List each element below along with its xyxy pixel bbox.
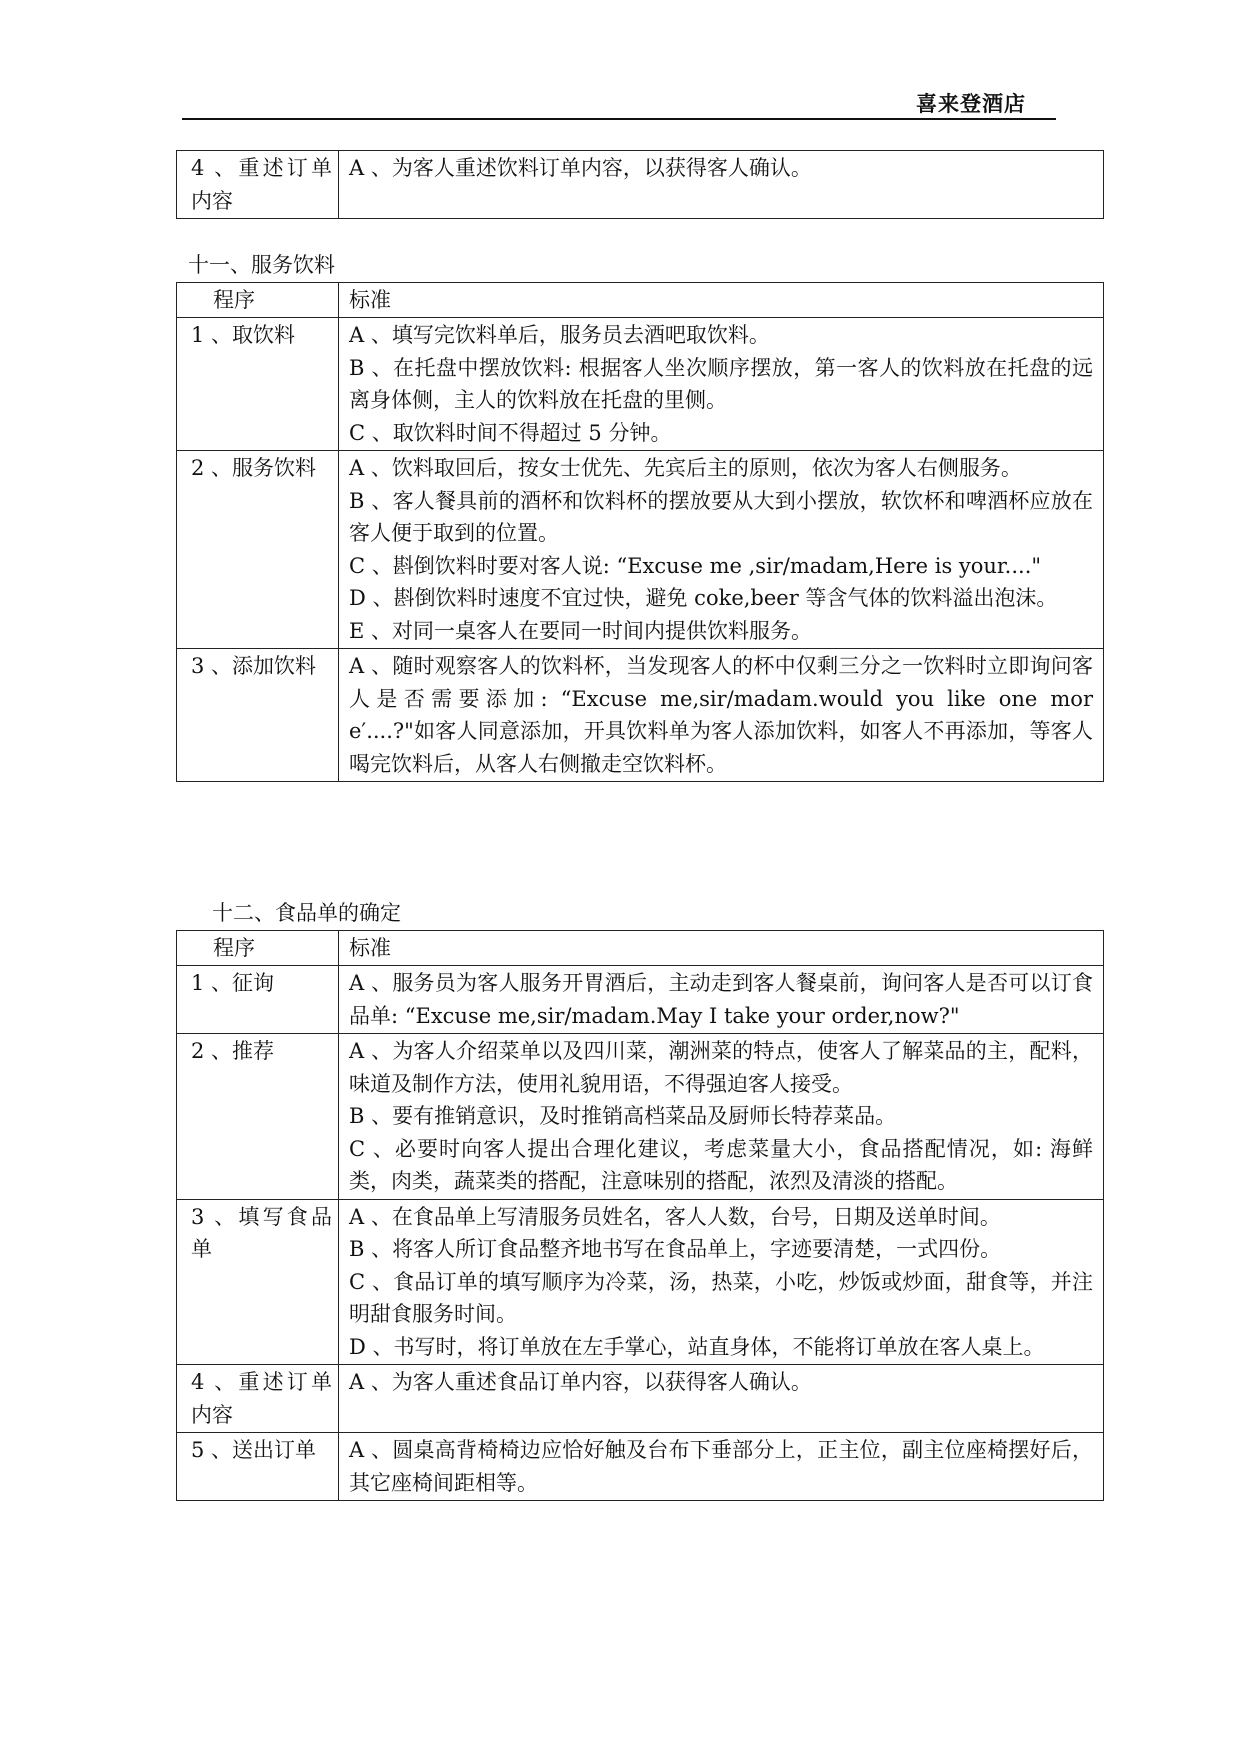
standard-line: A 、为客人重述食品订单内容，以获得客人确认。 (349, 1370, 812, 1394)
standard-cell (339, 1034, 1104, 1200)
standard-cell (339, 151, 1104, 219)
standard-line: B 、将客人所订食品整齐地书写在食品单上，字迹要清楚，一式四份。 (349, 1237, 1002, 1261)
table-row (177, 649, 1104, 782)
standard-line: C 、必要时向客人提出合理化建议，考虑菜量大小，食品搭配情况，如: 海鲜类，肉类，蔬菜类的搭配，注意味别的搭配，浓烈及清淡的搭配。 (349, 1136, 1093, 1193)
column-header-standard: 标准 (339, 931, 1104, 966)
table-row (177, 1365, 1104, 1433)
standard-cell (339, 1433, 1104, 1501)
table-section-12 (176, 930, 1104, 1501)
table-row (177, 966, 1104, 1034)
table-continuation (176, 150, 1104, 219)
standard-line: A 、圆桌高背椅椅边应恰好触及台布下垂部分上，正主位，副主位座椅摆好后，其它座椅间距相等。 (349, 1438, 1093, 1495)
standard-line: B 、在托盘中摆放饮料: 根据客人坐次顺序摆放，第一客人的饮料放在托盘的远离身体侧，主人的饮料放在托盘的里侧。 (349, 355, 1093, 412)
standard-line: A 、为客人介绍菜单以及四川菜，潮洲菜的特点，使客人了解菜品的主，配料，味道及制作方法，使用礼貌用语，不得强迫客人接受。 (349, 1039, 1093, 1096)
column-header-step: 程序 (177, 931, 339, 966)
table-row (177, 318, 1104, 451)
step-cell: 5 、送出订单 (177, 1433, 339, 1501)
standard-cell (339, 966, 1104, 1034)
table-row (177, 1433, 1104, 1501)
step-cell: 3 、添加饮料 (177, 649, 339, 782)
standard-line: E 、对同一桌客人在要同一时间内提供饮料服务。 (349, 618, 813, 643)
standard-line: B 、要有推销意识，及时推销高档菜品及厨师长特荐菜品。 (349, 1104, 897, 1128)
standard-line: A 、为客人重述饮料订单内容，以获得客人确认。 (349, 156, 812, 180)
step-cell: 1 、征询 (177, 966, 339, 1034)
standard-cell (339, 649, 1104, 782)
standard-line: A 、饮料取回后，按女士优先、先宾后主的原则，依次为客人右侧服务。 (349, 456, 1022, 480)
standard-line: A 、服务员为客人服务开胃酒后，主动走到客人餐桌前，询问客人是否可以订食品单: “Excuse me,sir/madam.May I take your order,now?" (349, 971, 1093, 1028)
section-title-11: 十一、服务饮料 (188, 253, 335, 277)
standard-cell (339, 451, 1104, 649)
page-header (182, 78, 1056, 120)
section-title-12: 十二、食品单的确定 (212, 901, 401, 925)
standard-line: D 、书写时，将订单放在左手掌心，站直身体，不能将订单放在客人桌上。 (349, 1334, 1045, 1359)
table-row (177, 1034, 1104, 1200)
standard-cell (339, 1365, 1104, 1433)
table-header-row (177, 931, 1104, 966)
standard-line: A 、随时观察客人的饮料杯，当发现客人的杯中仅剩三分之一饮料时立即询问客人是否需要添加: “Excuse me,sir/madam.would you like one more′....?"如客人同意添加，开具饮料单为客人添加饮料，如客人不再添加，等客人喝完饮料后，从客人右侧撤走空饮料杯。 (349, 654, 1093, 776)
standard-line: C 、斟倒饮料时要对客人说: “Excuse me ,sir/madam,Here is your...." (349, 553, 1042, 578)
standard-line: D 、斟倒饮料时速度不宜过快，避免 coke,beer 等含气体的饮料溢出泡沫。 (349, 586, 1058, 610)
table-row (177, 151, 1104, 219)
column-header-step: 程序 (177, 283, 339, 318)
step-cell: 2 、推荐 (177, 1034, 339, 1200)
header-title: 喜来登酒店 (916, 91, 1026, 116)
step-cell: 1 、取饮料 (177, 318, 339, 451)
table-row (177, 451, 1104, 649)
table-section-11 (176, 282, 1104, 782)
step-cell: 3 、填写食品单 (177, 1199, 339, 1365)
standard-line: B 、客人餐具前的酒杯和饮料杯的摆放要从大到小摆放，软饮杯和啤酒杯应放在客人便于取到的位置。 (349, 488, 1093, 545)
table-row (177, 1199, 1104, 1365)
standard-line: C 、食品订单的填写顺序为冷菜，汤，热菜，小吃，炒饭或炒面，甜食等，并注明甜食服务时间。 (349, 1269, 1093, 1326)
standard-cell (339, 1199, 1104, 1365)
standard-line: C 、取饮料时间不得超过 5 分钟。 (349, 420, 672, 445)
step-cell: 2 、服务饮料 (177, 451, 339, 649)
standard-line: A 、填写完饮料单后，服务员去酒吧取饮料。 (349, 323, 770, 347)
standard-line: A 、在食品单上写清服务员姓名，客人人数，台号，日期及送单时间。 (349, 1204, 1001, 1229)
standard-cell (339, 318, 1104, 451)
table-header-row (177, 283, 1104, 318)
step-cell: 4 、重述订单内容 (177, 151, 339, 219)
step-cell: 4 、重述订单内容 (177, 1365, 339, 1433)
column-header-standard: 标准 (339, 283, 1104, 318)
